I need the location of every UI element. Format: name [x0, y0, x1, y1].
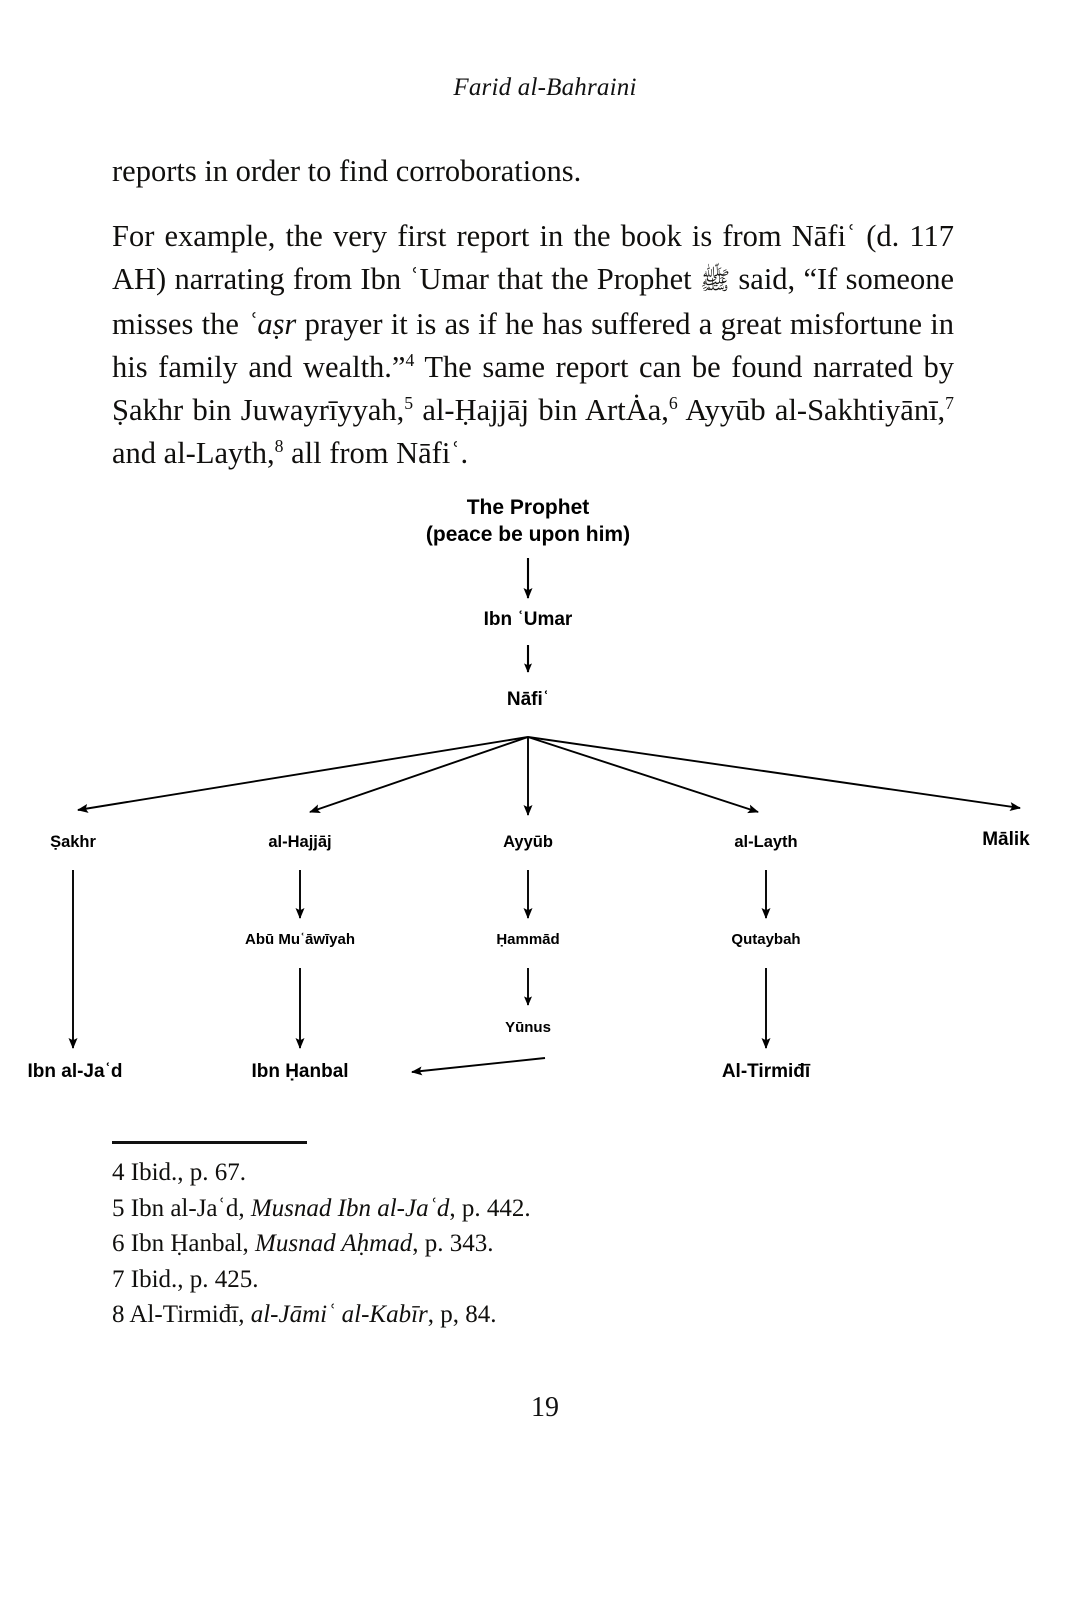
footnote-7 [112, 1262, 912, 1298]
footnote-number: 5 [112, 1194, 131, 1222]
footnote-8 [112, 1297, 912, 1333]
node-al-tirmidi: Al-Tirmiđī [721, 1061, 811, 1082]
node-hammad: Ḥammād [496, 931, 560, 948]
footnote-ref-6: 6 [668, 392, 678, 413]
node-ibn-hanbal: Ibn Ḥanbal [251, 1061, 349, 1082]
node-the-prophet-line2: (peace be upon him) [425, 523, 631, 547]
salla-allahu-alayhi-wa-sallam-icon: ﷺ [699, 268, 731, 295]
footnote-title: Musnad Ibn al-Jaʿd [250, 1194, 450, 1222]
node-ibn-al-jad: Ibn al-Jaʿd [27, 1061, 123, 1082]
footnote-ref-4: 4 [405, 349, 415, 370]
running-head: Farid al-Bahraini [453, 74, 637, 101]
footnote-number: 8 [112, 1301, 130, 1328]
footnote-title: Musnad Aḥmad [255, 1230, 413, 1257]
node-qutaybah: Qutaybah [731, 931, 801, 948]
footnotes-block [112, 1155, 912, 1333]
isnad-diagram [0, 480, 1090, 1100]
footnote-text: Al-Tirmiđī, [129, 1301, 251, 1328]
footnote-ref-8: 8 [274, 435, 284, 456]
footnote-ref-5: 5 [404, 392, 414, 413]
node-al-hajjaj: al-Hajjāj [268, 833, 332, 851]
footnote-tail: , p. 343. [412, 1230, 494, 1257]
node-al-layth: al-Layth [734, 833, 798, 851]
node-the-prophet [426, 494, 630, 549]
text-segment: all from Nāfiʿ. [283, 436, 469, 470]
node-abu-muawiyah: Abū Muʿāwīyah [244, 931, 356, 948]
footnote-tail: , p, 84. [427, 1301, 497, 1328]
footnote-4 [112, 1155, 912, 1191]
text-segment: said, “If someone misses the [112, 262, 954, 341]
text-segment: al-Ḥajjāj bin ArtȦa, [413, 393, 669, 427]
node-ayyub: Ayyūb [503, 833, 553, 851]
footnote-number: 6 [112, 1230, 131, 1257]
text-segment: and al-Layth, [112, 436, 275, 470]
node-ibn-umar: Ibn ʿUmar [483, 609, 573, 630]
term-asr: ʿaṣr [247, 307, 297, 341]
footnote-ref-7: 7 [945, 392, 955, 413]
node-malik: Mālik [982, 829, 1030, 850]
text-segment: For example, the very first report in the book is from Nāfiʿ (d. 117 AH) narrating from Ibn ʿUmar that the Prophet [112, 219, 954, 296]
node-sakhr: Ṣakhr [50, 833, 96, 851]
node-the-prophet-line1: The Prophet [466, 496, 590, 519]
footnote-text: Ibn al-Jaʿd, [130, 1194, 251, 1222]
paragraph-example [112, 215, 954, 475]
page-number: 19 [531, 1392, 559, 1423]
footnote-tail: , p. 442. [449, 1194, 531, 1222]
paragraph-continuation: reports in order to find corroborations. [112, 154, 582, 188]
text-segment: Ayyūb al-Sakhtiyānī, [677, 393, 946, 427]
body-text-block [112, 150, 954, 475]
text-segment: The same report can be found narrated by Ṣakhr bin Juwayrīyyah, [112, 350, 954, 427]
footnote-6 [112, 1226, 912, 1262]
footnote-text: Ibid., p. 425. [130, 1265, 259, 1293]
footnote-5 [112, 1191, 912, 1227]
footnote-text: Ibid., p. 67. [130, 1159, 247, 1186]
text-segment: prayer it is as if he has suffered a great misfortune in his family and wealth.” [112, 307, 954, 384]
node-yunus: Yūnus [505, 1019, 551, 1036]
node-nafi: Nāfiʿ [506, 689, 550, 710]
footnote-number: 4 [112, 1159, 131, 1186]
footnote-text: Ibn Ḥanbal, [130, 1230, 256, 1257]
footnote-title: al-Jāmiʿ al-Kabīr [250, 1301, 428, 1328]
footnote-number: 7 [112, 1265, 131, 1293]
isnad-arrows [0, 480, 1090, 1100]
footnote-separator-rule [112, 1141, 307, 1144]
